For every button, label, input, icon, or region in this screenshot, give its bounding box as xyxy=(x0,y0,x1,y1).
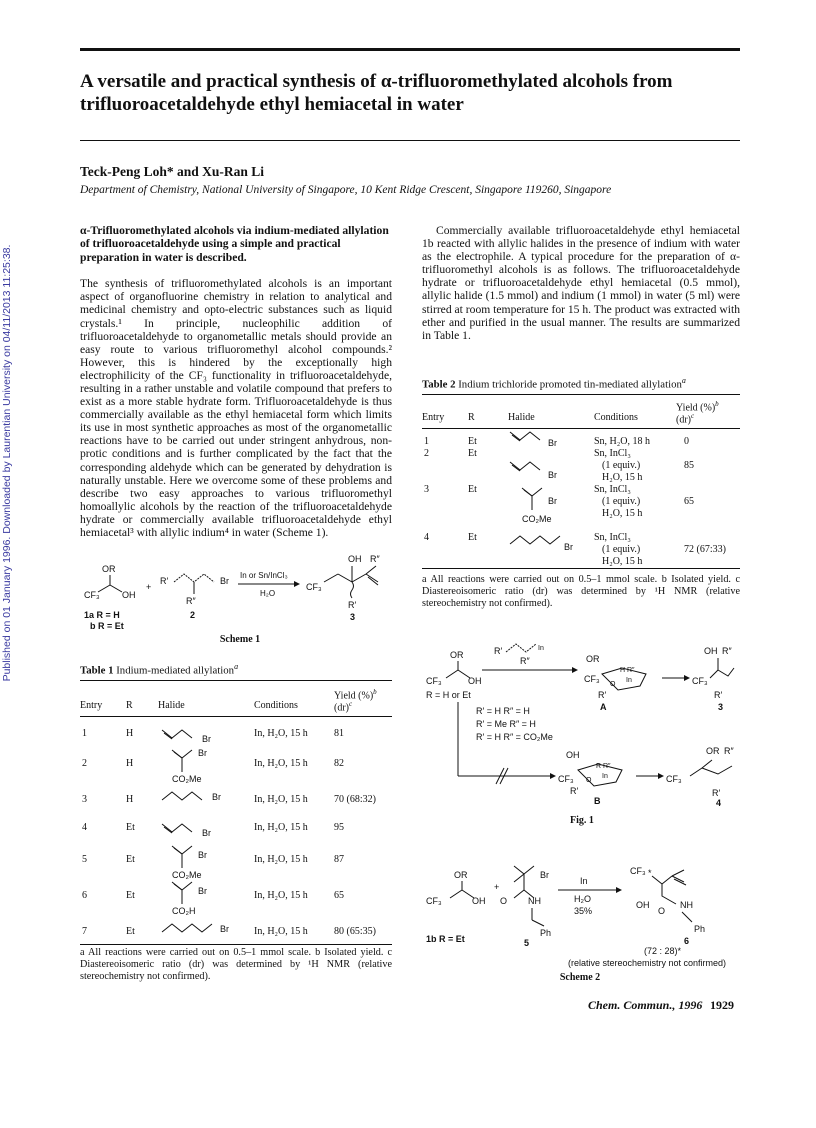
svg-text:H₂O: H₂O xyxy=(574,894,591,904)
scheme-1-graphic xyxy=(80,552,392,632)
svg-text:*: * xyxy=(648,868,652,878)
svg-text:Ph: Ph xyxy=(540,928,552,938)
svg-text:Br: Br xyxy=(548,496,557,506)
table-1-top-rule xyxy=(80,680,392,681)
title-rule xyxy=(80,140,740,141)
svg-text:R″: R″ xyxy=(724,746,734,756)
svg-text:R′ = H R″ = CO₂Me: R′ = H R″ = CO₂Me xyxy=(476,732,553,742)
left-column xyxy=(80,224,392,539)
svg-text:CO₂Me: CO₂Me xyxy=(172,870,202,880)
table-row: 1 H Br In, H₂O, 15 h 81 xyxy=(82,728,344,744)
svg-text:CF₃: CF₃ xyxy=(84,590,100,600)
svg-text:R′: R′ xyxy=(160,576,169,586)
svg-text:In or Sn/InCl₃: In or Sn/InCl₃ xyxy=(240,571,288,580)
svg-text:R′: R′ xyxy=(712,788,721,798)
table-1-header: Entry R Halide Conditions Yield (%)$^b$ (dr)$^c$ xyxy=(80,688,377,714)
table-2-caption: Table 2 Indium trichloride promoted tin-mediated allylation$^a$ xyxy=(422,376,686,391)
svg-text:CF₃: CF₃ xyxy=(306,582,322,592)
table-row: 7 Et Br In, H₂O, 15 h 80 (65:35) xyxy=(82,924,376,937)
svg-text:OH: OH xyxy=(472,896,486,906)
right-column xyxy=(422,224,740,342)
svg-text:R′: R′ xyxy=(348,600,357,610)
svg-text:3: 3 xyxy=(718,702,724,712)
svg-text:R′: R′ xyxy=(598,690,607,700)
svg-text:CO₂H: CO₂H xyxy=(172,906,196,916)
svg-text:In: In xyxy=(580,876,588,886)
svg-text:CO₂Me: CO₂Me xyxy=(172,774,202,784)
table-2-footnote: a All reactions were carried out on 0.5–1 mmol scale. b Isolated yield. c Diastereoisomeric ratio (dr) was determined by ¹H NMR (relative stereochemistry not confirmed). xyxy=(422,574,740,609)
svg-text:O: O xyxy=(658,906,666,916)
svg-text:R = H or Et: R = H or Et xyxy=(426,690,471,700)
svg-text:A: A xyxy=(600,702,607,712)
svg-text:OR: OR xyxy=(706,746,720,756)
svg-text:Br: Br xyxy=(220,576,229,586)
svg-text:Br: Br xyxy=(212,792,221,802)
svg-text:Br: Br xyxy=(198,850,207,860)
scheme-1-caption: Scheme 1 xyxy=(219,634,261,645)
svg-text:CF₃: CF₃ xyxy=(630,866,646,876)
scheme-2-caption: Scheme 2 xyxy=(559,972,601,983)
svg-text:Br: Br xyxy=(220,924,229,934)
svg-text:CF₃: CF₃ xyxy=(692,676,708,686)
download-notice: Published on 01 January 1996. Downloaded by Laurentian University on 04/11/2013 11:25:38. xyxy=(1,244,13,682)
table-row: 3 H Br In, H₂O, 15 h 70 (68:32) xyxy=(82,792,376,805)
svg-text:35%: 35% xyxy=(574,906,593,916)
scheme-2-graphic xyxy=(422,856,740,972)
svg-text:O: O xyxy=(610,681,616,688)
svg-text:R″: R″ xyxy=(370,554,380,564)
svg-text:R R″: R R″ xyxy=(596,763,611,770)
paragraph-1: The synthesis of trifluoromethylated alcohols is an important aspect of organofluorine chemistry in relation to analytical and medicinal chemistry and opto-electric substances such as liquid crystals.¹ In principle, nucleophilic addition of trifluoroacetaldehyde to organometallic metals should provide an easy route to various trifluoromethyl alcohol compounds.² However, this is hindered by the exceptionally high electrophilicity of the CF₃ functionality in trifluoroacetaldehyde, resulting in a rather unstable and volatile compound that prefers to exist as a more stable hydrate form. Trifluoroacetaldehyde is thus commercially available as the ethyl hemiacetal form which limits its use in most synthetic approaches as most of the organometallic reactions have to be carried out under stringent anhydrous, non-protic conditions and is further complicated by the fact that the corresponding aldehyde which can be generated by dehydration is naturally unstable. Here we overcome some of these problems and describe two easy approaches to various trifluoromethyl homoallylic alcohols by the reaction of the trifluoroacetaldehyde hydrate or commercially available trifluoroacetaldehyde ethyl hemiacetal³ with allylic indium⁴ in water (Scheme 1). xyxy=(80,277,392,539)
svg-text:CF₃: CF₃ xyxy=(558,774,574,784)
svg-text:3: 3 xyxy=(350,612,356,622)
svg-text:R″: R″ xyxy=(186,596,196,606)
svg-text:In: In xyxy=(602,773,608,780)
authors: Teck-Peng Loh* and Xu-Ran Li xyxy=(80,164,265,179)
svg-text:Br: Br xyxy=(198,886,207,896)
paragraph-2: Commercially available trifluoroacetaldehyde ethyl hemiacetal 1b reacted with allylic halides in the presence of indium with water as the electrophile. A typical procedure for the preparation of α-trifluoromethyl alcohols is as follows. The trifluoroacetaldehyde hydrate or trifluoroacetaldehyde ethyl hemiacetal (0.5 mmol), allylic halide (1.5 mmol) and indium (1 mmol) in water (5 ml) were stirred at room temperature for 15 h. The product was extracted with ether and purified in the usual manner. The results are summarized in Table 1. xyxy=(422,224,740,342)
svg-text:R′ = Me R″ = H: R′ = Me R″ = H xyxy=(476,719,536,729)
svg-text:+: + xyxy=(146,582,152,592)
table-1-bottom-rule xyxy=(80,944,392,945)
table-1-caption: Table 1 Indium-mediated allylation$^a$ xyxy=(80,662,239,677)
svg-text:B: B xyxy=(594,796,601,806)
svg-text:Br: Br xyxy=(548,470,557,480)
table-row: 3 Et Br CO₂Me Sn, InCl₃ (1 equiv.) H₂O, 15 h 65 xyxy=(424,484,694,524)
top-rule xyxy=(80,48,740,51)
table-1-header-rule xyxy=(80,716,392,717)
svg-text:Br: Br xyxy=(202,734,211,744)
svg-text:R″: R″ xyxy=(722,646,732,656)
table-row: 4 Et Br Sn, InCl₃ (1 equiv.) H₂O, 15 h 72 (67:33) xyxy=(424,532,726,567)
svg-text:OH: OH xyxy=(566,750,580,760)
svg-text:R′: R′ xyxy=(570,786,579,796)
affiliation: Department of Chemistry, National University of Singapore, 10 Kent Ridge Crescent, Singapore 119260, Singapore xyxy=(80,184,612,196)
svg-text:1a R = H: 1a R = H xyxy=(84,610,120,620)
table-2-top-rule xyxy=(422,394,740,395)
svg-text:R″: R″ xyxy=(520,656,530,666)
s1-or: OR xyxy=(102,564,116,574)
svg-text:Br: Br xyxy=(564,542,573,552)
svg-text:CO₂Me: CO₂Me xyxy=(522,514,552,524)
svg-text:OR: OR xyxy=(586,654,600,664)
svg-text:(72 : 28)*: (72 : 28)* xyxy=(644,946,682,956)
svg-text:OH: OH xyxy=(636,900,650,910)
svg-text:O: O xyxy=(586,777,592,784)
svg-text:R′ = H R″ = H: R′ = H R″ = H xyxy=(476,706,530,716)
footer-journal: Chem. Commun., 1996 xyxy=(588,998,703,1012)
svg-text:OH: OH xyxy=(468,676,482,686)
footer-page-number: 1929 xyxy=(710,998,734,1012)
svg-text:H R″: H R″ xyxy=(620,667,635,674)
svg-text:CF₃: CF₃ xyxy=(426,896,442,906)
svg-text:OH: OH xyxy=(704,646,718,656)
table-row: 1 Et Br Sn, H₂O, 18 h 0 xyxy=(422,436,740,452)
abstract: α-Trifluoromethylated alcohols via indium-mediated allylation of trifluoroacetaldehyde using a simple and practical preparation in water is described. xyxy=(80,224,389,264)
article-title: A versatile and practical synthesis of α-trifluoromethylated alcohols from trifluoroacetaldehyde ethyl hemiacetal in water xyxy=(80,71,673,115)
svg-text:1b R = Et: 1b R = Et xyxy=(426,934,465,944)
svg-text:NH: NH xyxy=(528,896,541,906)
svg-text:Br: Br xyxy=(548,438,557,448)
table-row: 2 Et Br Sn, InCl₃ (1 equiv.) H₂O, 15 h 85 xyxy=(424,448,694,483)
table-1-footnote: a All reactions were carried out on 0.5–1 mmol scale. b Isolated yield. c Diastereoisomeric ratio (dr) was determined by ¹H NMR (relative stereochemistry not confirmed). xyxy=(80,947,392,982)
svg-text:Br: Br xyxy=(198,748,207,758)
svg-text:OH: OH xyxy=(348,554,362,564)
svg-text:R′: R′ xyxy=(714,690,723,700)
svg-text:OR: OR xyxy=(454,870,468,880)
svg-text:R′: R′ xyxy=(494,646,503,656)
svg-text:In: In xyxy=(538,645,544,652)
table-2-header: Entry R Halide Conditions Yield (%)$^b$ (dr)$^c$ xyxy=(422,400,719,426)
svg-text:CF₃: CF₃ xyxy=(584,674,600,684)
table-row: 5 Et Br CO₂Me In, H₂O, 15 h 87 xyxy=(80,848,392,884)
table-row: 6 Et Br CO₂H In, H₂O, 15 h 65 xyxy=(80,886,392,922)
svg-text:b R = Et: b R = Et xyxy=(90,621,124,631)
svg-text:In: In xyxy=(626,677,632,684)
svg-text:+: + xyxy=(494,882,500,892)
svg-text:6: 6 xyxy=(684,936,690,946)
table-row: 2 H Br CO₂Me In, H₂O, 15 h 82 xyxy=(82,748,344,784)
table-row: 4 Et Br In, H₂O, 15 h 95 xyxy=(82,822,344,838)
svg-text:OR: OR xyxy=(450,650,464,660)
table-2-bottom-rule xyxy=(422,568,740,569)
svg-text:Ph: Ph xyxy=(694,924,706,934)
figure-1-caption: Fig. 1 xyxy=(570,815,594,826)
svg-text:4: 4 xyxy=(716,798,722,808)
svg-text:(relative stereochemistry not: (relative stereochemistry not confirmed) xyxy=(568,958,727,968)
svg-text:Br: Br xyxy=(202,828,211,838)
svg-text:NH: NH xyxy=(680,900,693,910)
svg-text:5: 5 xyxy=(524,938,530,948)
svg-text:2: 2 xyxy=(190,610,196,620)
svg-text:OH: OH xyxy=(122,590,136,600)
svg-text:CF₃: CF₃ xyxy=(426,676,442,686)
svg-text:Br: Br xyxy=(540,870,549,880)
svg-text:CF₃: CF₃ xyxy=(666,774,682,784)
svg-text:O: O xyxy=(500,896,508,906)
figure-1-graphic xyxy=(422,640,740,812)
svg-text:H₂O: H₂O xyxy=(260,589,276,598)
